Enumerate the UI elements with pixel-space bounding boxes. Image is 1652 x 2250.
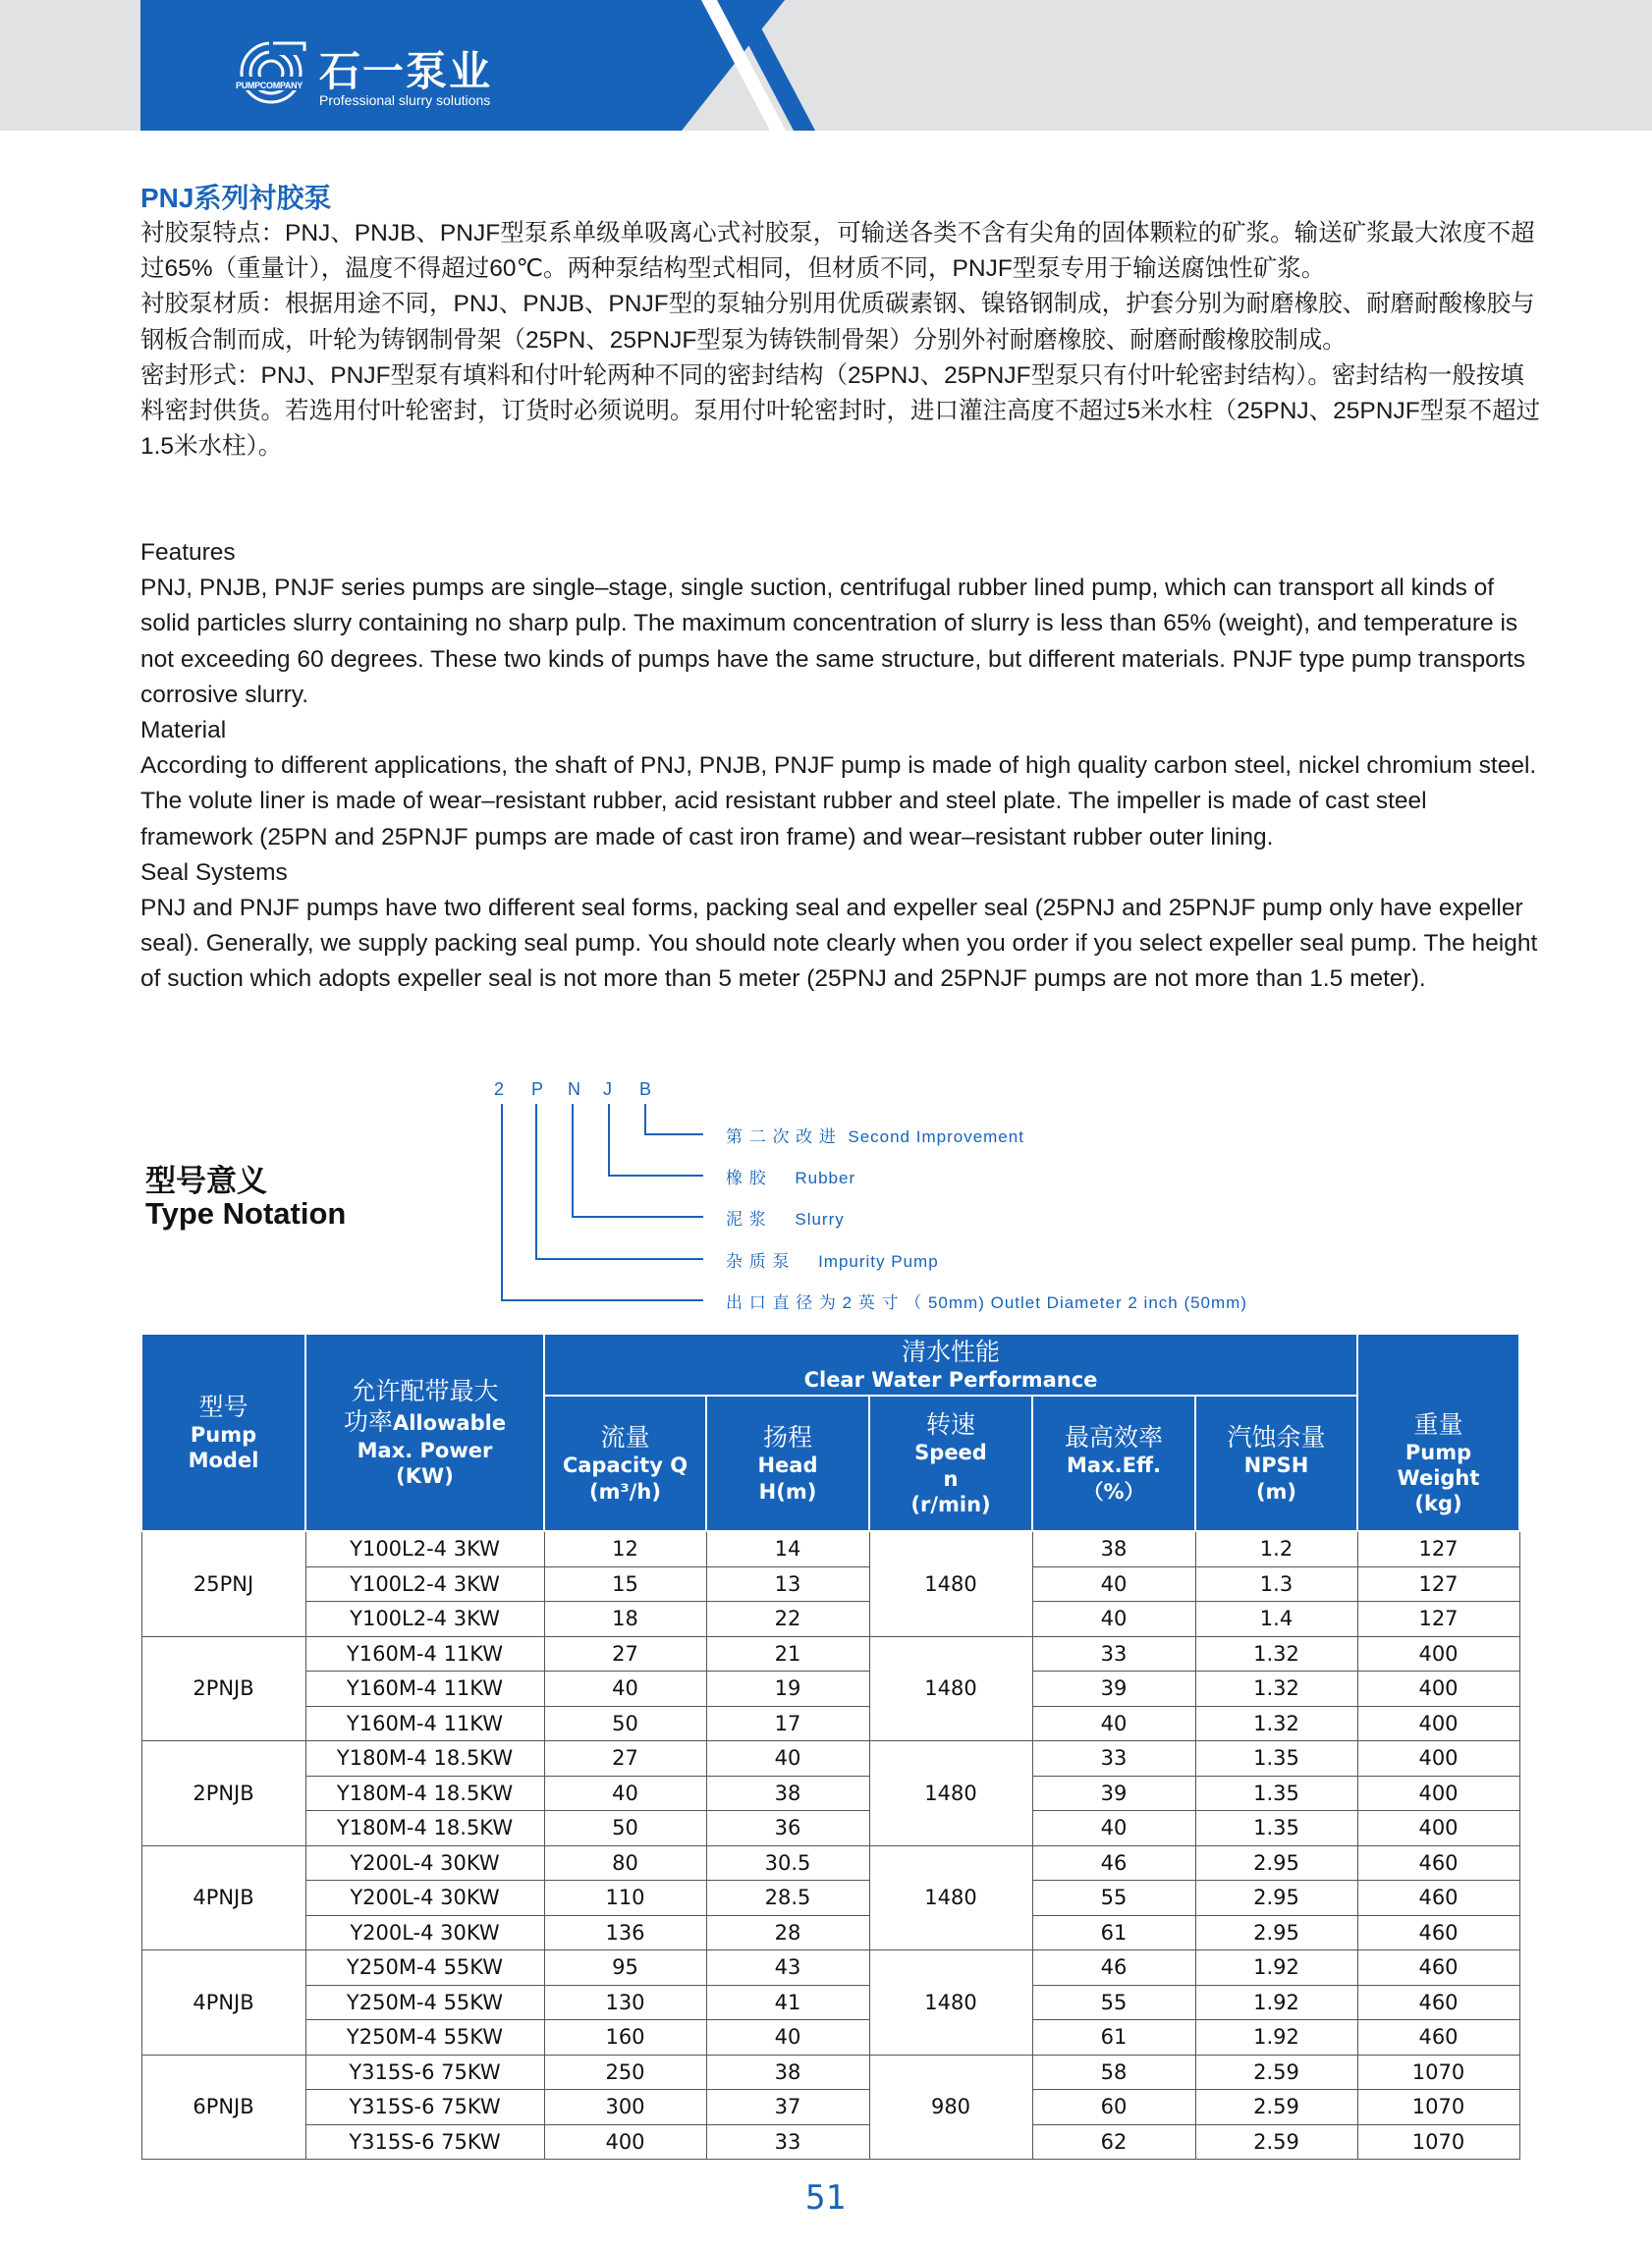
cell-power: Y100L2-4 3KW [305, 1531, 544, 1566]
cell-weight: 460 [1357, 1950, 1519, 1986]
cell-npsh: 2.95 [1195, 1881, 1357, 1916]
cell-weight: 127 [1357, 1566, 1519, 1602]
notation-bracket-n [572, 1104, 574, 1217]
notation-bracket-p-h [535, 1258, 703, 1260]
cell-speed: 1480 [869, 1741, 1032, 1846]
brand-name-cn: 石一泵业 [319, 47, 493, 95]
cell-efficiency: 40 [1032, 1566, 1195, 1602]
section-title: PNJ系列衬胶泵 [140, 183, 332, 213]
cell-npsh: 2.59 [1195, 2055, 1357, 2090]
table-row [141, 1915, 1519, 1950]
cell-capacity: 40 [544, 1776, 706, 1811]
cell-npsh: 1.2 [1195, 1531, 1357, 1566]
cell-efficiency: 55 [1032, 1881, 1195, 1916]
table-row [141, 1776, 1519, 1811]
table-row [141, 1602, 1519, 1637]
header-capacity: 流量 Capacity Q (m³/h) [544, 1396, 706, 1531]
cell-capacity: 27 [544, 1741, 706, 1777]
cell-head: 40 [706, 2020, 869, 2056]
cell-power: Y160M-4 11KW [305, 1706, 544, 1741]
table-row [141, 1566, 1519, 1602]
cell-power: Y100L2-4 3KW [305, 1602, 544, 1637]
cell-weight: 400 [1357, 1706, 1519, 1741]
cell-capacity: 27 [544, 1636, 706, 1672]
table-row [141, 1985, 1519, 2020]
cell-efficiency: 46 [1032, 1950, 1195, 1986]
cell-capacity: 300 [544, 2090, 706, 2125]
cell-model: 4PNJB [141, 1845, 305, 1950]
page-number: 51 [805, 2178, 846, 2218]
header-head: 扬程 Head H(m) [706, 1396, 869, 1531]
cell-head: 19 [706, 1672, 869, 1707]
cell-npsh: 1.35 [1195, 1811, 1357, 1846]
en-heading-seal: Seal Systems [140, 858, 288, 886]
cell-weight: 460 [1357, 2020, 1519, 2056]
cell-head: 30.5 [706, 1845, 869, 1881]
cell-head: 43 [706, 1950, 869, 1986]
header-speed: 转速 Speed n (r/min) [869, 1396, 1032, 1531]
cell-power: Y180M-4 18.5KW [305, 1811, 544, 1846]
brand-tagline: Professional slurry solutions [319, 92, 491, 108]
cell-power: Y200L-4 30KW [305, 1881, 544, 1916]
table-row [141, 1636, 1519, 1672]
cell-capacity: 400 [544, 2124, 706, 2160]
cell-weight: 1070 [1357, 2090, 1519, 2125]
cell-weight: 400 [1357, 1636, 1519, 1672]
cell-capacity: 50 [544, 1706, 706, 1741]
cell-head: 14 [706, 1531, 869, 1566]
cell-weight: 460 [1357, 1881, 1519, 1916]
cell-model: 2PNJB [141, 1636, 305, 1741]
table-row [141, 1672, 1519, 1707]
en-heading-features: Features [140, 539, 236, 566]
cell-efficiency: 61 [1032, 1915, 1195, 1950]
cn-paragraph-features: 衬胶泵特点：PNJ、PNJB、PNJF型泵系单级单吸离心式衬胶泵，可输送各类不含有尖角的固体颗粒的矿浆。输送矿浆最大浓度不超过65%（重量计），温度不得超过60℃。两种泵结构型式相同，但材质不同，PNJF型泵专用于输送腐蚀性矿浆。 [140, 220, 1535, 283]
notation-bracket-2 [501, 1104, 503, 1300]
table-row [141, 2020, 1519, 2056]
notation-bracket-j [608, 1104, 610, 1176]
cell-npsh: 1.92 [1195, 1950, 1357, 1986]
cell-speed: 1480 [869, 1636, 1032, 1741]
cell-model: 2PNJB [141, 1741, 305, 1846]
cell-npsh: 1.32 [1195, 1672, 1357, 1707]
notation-label-slurry: 泥 浆 Slurry [726, 1210, 845, 1229]
cell-weight: 460 [1357, 1845, 1519, 1881]
cell-capacity: 12 [544, 1531, 706, 1566]
cell-efficiency: 62 [1032, 2124, 1195, 2160]
cell-speed: 980 [869, 2055, 1032, 2160]
cell-npsh: 1.4 [1195, 1602, 1357, 1637]
table-row [141, 1811, 1519, 1846]
notation-bracket-p [535, 1104, 537, 1259]
table-row [141, 2124, 1519, 2160]
notation-label-diameter: 出 口 直 径 为 2 英 寸 （ 50mm) Outlet Diameter 2 inch (50mm) [726, 1293, 1247, 1312]
cell-capacity: 18 [544, 1602, 706, 1637]
header-power: 允许配带最大 功率Allowable Max. Power (KW) [305, 1334, 544, 1531]
cell-npsh: 1.35 [1195, 1776, 1357, 1811]
notation-label-impurity: 杂 质 泵 Impurity Pump [726, 1252, 939, 1271]
notation-bracket-b [644, 1104, 646, 1134]
cell-efficiency: 33 [1032, 1741, 1195, 1777]
cell-efficiency: 46 [1032, 1845, 1195, 1881]
cell-head: 28.5 [706, 1881, 869, 1916]
cell-weight: 127 [1357, 1531, 1519, 1566]
cell-power: Y200L-4 30KW [305, 1915, 544, 1950]
english-description [140, 535, 1545, 998]
cell-efficiency: 39 [1032, 1672, 1195, 1707]
cell-capacity: 50 [544, 1811, 706, 1846]
cell-head: 22 [706, 1602, 869, 1637]
table-row [141, 1950, 1519, 1986]
cell-efficiency: 40 [1032, 1602, 1195, 1637]
cell-weight: 400 [1357, 1672, 1519, 1707]
cell-model: 4PNJB [141, 1950, 305, 2056]
cell-power: Y315S-6 75KW [305, 2055, 544, 2090]
cell-speed: 1480 [869, 1950, 1032, 2056]
cn-paragraph-material: 衬胶泵材质：根据用途不同，PNJ、PNJB、PNJF型的泵轴分别用优质碳素钢、镍铬钢制成，护套分别为耐磨橡胶、耐磨耐酸橡胶与钢板合制而成，叶轮为铸钢制骨架（25PN、25PNJF型泵为铸铁制骨架）分别外衬耐磨橡胶、耐磨耐酸橡胶制成。 [140, 291, 1535, 354]
table-row [141, 1741, 1519, 1777]
cell-head: 41 [706, 1985, 869, 2020]
cn-paragraph-seal: 密封形式：PNJ、PNJF型泵有填料和付叶轮两种不同的密封结构（25PNJ、25PNJF型泵只有付叶轮密封结构）。密封结构一般按填料密封供货。若选用付叶轮密封，订货时必须说明。泵用付叶轮密封时，进口灌注高度不超过5米水柱（25PNJ、25PNJF型泵不超过1.5米水柱）。 [140, 361, 1541, 461]
cell-head: 13 [706, 1566, 869, 1602]
en-heading-material: Material [140, 717, 227, 744]
cell-capacity: 40 [544, 1672, 706, 1707]
notation-bracket-j-h [608, 1175, 703, 1177]
cell-power: Y250M-4 55KW [305, 1950, 544, 1986]
cell-npsh: 2.59 [1195, 2124, 1357, 2160]
table-row [141, 1881, 1519, 1916]
header-model: 型号 Pump Model [141, 1334, 305, 1531]
header-clear-water-group: 清水性能 Clear Water Performance [544, 1334, 1357, 1396]
cell-efficiency: 61 [1032, 2020, 1195, 2056]
cell-npsh: 1.32 [1195, 1706, 1357, 1741]
cell-head: 38 [706, 2055, 869, 2090]
cell-capacity: 130 [544, 1985, 706, 2020]
cell-weight: 1070 [1357, 2124, 1519, 2160]
cell-efficiency: 58 [1032, 2055, 1195, 2090]
cell-capacity: 250 [544, 2055, 706, 2090]
cell-power: Y315S-6 75KW [305, 2124, 544, 2160]
notation-label-rubber: 橡 胶 Rubber [726, 1169, 856, 1187]
notation-letter-n: N [568, 1079, 580, 1099]
cell-capacity: 136 [544, 1915, 706, 1950]
cell-power: Y200L-4 30KW [305, 1845, 544, 1881]
en-text-features: PNJ, PNJB, PNJF series pumps are single–stage, single suction, centrifugal rubber lined pump, which can transport all kinds of solid particles slurry containing no sharp pulp. The maximum concentration of slurry is less than 65% (weight), and temperature is not exceeding 60 degrees. These two kinds of pumps have the same structure, but different materials. PNJF type pump transports corrosive slurry. [140, 575, 1525, 708]
table-row [141, 1531, 1519, 1566]
cell-power: Y250M-4 55KW [305, 2020, 544, 2056]
notation-bracket-b-h [644, 1133, 703, 1135]
performance-table-body [141, 1531, 1519, 2160]
cell-npsh: 1.32 [1195, 1636, 1357, 1672]
cell-weight: 400 [1357, 1811, 1519, 1846]
type-notation-title-cn: 型号意义 [145, 1164, 267, 1198]
cell-capacity: 80 [544, 1845, 706, 1881]
cell-speed: 1480 [869, 1531, 1032, 1636]
cell-head: 38 [706, 1776, 869, 1811]
cell-weight: 460 [1357, 1985, 1519, 2020]
cell-model: 25PNJ [141, 1531, 305, 1636]
chinese-description [140, 216, 1545, 465]
table-row [141, 2055, 1519, 2090]
cell-npsh: 1.3 [1195, 1566, 1357, 1602]
notation-letter-j: J [603, 1079, 612, 1099]
table-row [141, 1706, 1519, 1741]
cell-model: 6PNJB [141, 2055, 305, 2160]
table-row [141, 1845, 1519, 1881]
cell-efficiency: 33 [1032, 1636, 1195, 1672]
cell-head: 40 [706, 1741, 869, 1777]
cell-head: 28 [706, 1915, 869, 1950]
cell-capacity: 110 [544, 1881, 706, 1916]
en-text-seal: PNJ and PNJF pumps have two different seal forms, packing seal and expeller seal (25PNJ and 25PNJF pump only have expeller seal). Generally, we supply packing seal pump. You should note clearly when you order if you select expeller seal pump. The height of suction which adopts expeller seal is not more than 5 meter (25PNJ and 25PNJF pumps are not more than 1.5 meter). [140, 895, 1538, 993]
cell-npsh: 2.95 [1195, 1915, 1357, 1950]
notation-label-improvement: 第 二 次 改 进 Second Improvement [726, 1127, 1024, 1146]
cell-efficiency: 40 [1032, 1706, 1195, 1741]
cell-weight: 1070 [1357, 2055, 1519, 2090]
cell-power: Y315S-6 75KW [305, 2090, 544, 2125]
en-text-material: According to different applications, the shaft of PNJ, PNJB, PNJF pump is made of high quality carbon steel, nickel chromium steel. The volute liner is made of wear–resistant rubber, acid resistant rubber and steel plate. The impeller is made of cast steel framework (25PN and 25PNJF pumps are made of cast iron frame) and wear–resistant rubber outer lining. [140, 752, 1537, 851]
cell-efficiency: 38 [1032, 1531, 1195, 1566]
cell-weight: 127 [1357, 1602, 1519, 1637]
cell-efficiency: 39 [1032, 1776, 1195, 1811]
cell-power: Y100L2-4 3KW [305, 1566, 544, 1602]
header-weight: 重量 Pump Weight (kg) [1357, 1396, 1519, 1531]
cell-head: 17 [706, 1706, 869, 1741]
cell-head: 36 [706, 1811, 869, 1846]
header-weight-top [1357, 1334, 1519, 1396]
cell-speed: 1480 [869, 1845, 1032, 1950]
cell-power: Y160M-4 11KW [305, 1636, 544, 1672]
cell-weight: 460 [1357, 1915, 1519, 1950]
cell-npsh: 1.92 [1195, 1985, 1357, 2020]
notation-letter-p: P [531, 1079, 544, 1099]
type-notation-title-en: Type Notation [145, 1196, 347, 1231]
cell-head: 21 [706, 1636, 869, 1672]
cell-npsh: 1.35 [1195, 1741, 1357, 1777]
cell-npsh: 2.59 [1195, 2090, 1357, 2125]
notation-letter-b: B [639, 1079, 652, 1099]
table-row [141, 2090, 1519, 2125]
cell-capacity: 160 [544, 2020, 706, 2056]
cell-efficiency: 40 [1032, 1811, 1195, 1846]
pump-company-logo-icon [234, 37, 312, 106]
notation-bracket-2-h [501, 1299, 703, 1301]
cell-efficiency: 60 [1032, 2090, 1195, 2125]
cell-weight: 400 [1357, 1776, 1519, 1811]
brand-small-text: PUMPCOMPANY [236, 81, 303, 90]
cell-power: Y180M-4 18.5KW [305, 1741, 544, 1777]
notation-letter-2: 2 [494, 1079, 505, 1099]
header-npsh: 汽蚀余量 NPSH (m) [1195, 1396, 1357, 1531]
cell-power: Y250M-4 55KW [305, 1985, 544, 2020]
cell-efficiency: 55 [1032, 1985, 1195, 2020]
performance-table [140, 1333, 1520, 2160]
cell-npsh: 1.92 [1195, 2020, 1357, 2056]
cell-power: Y180M-4 18.5KW [305, 1776, 544, 1811]
cell-npsh: 2.95 [1195, 1845, 1357, 1881]
cell-weight: 400 [1357, 1741, 1519, 1777]
cell-head: 33 [706, 2124, 869, 2160]
cell-power: Y160M-4 11KW [305, 1672, 544, 1707]
header-efficiency: 最高效率 Max.Eff. （%） [1032, 1396, 1195, 1531]
cell-head: 37 [706, 2090, 869, 2125]
cell-capacity: 95 [544, 1950, 706, 1986]
cell-capacity: 15 [544, 1566, 706, 1602]
notation-bracket-n-h [572, 1216, 703, 1218]
